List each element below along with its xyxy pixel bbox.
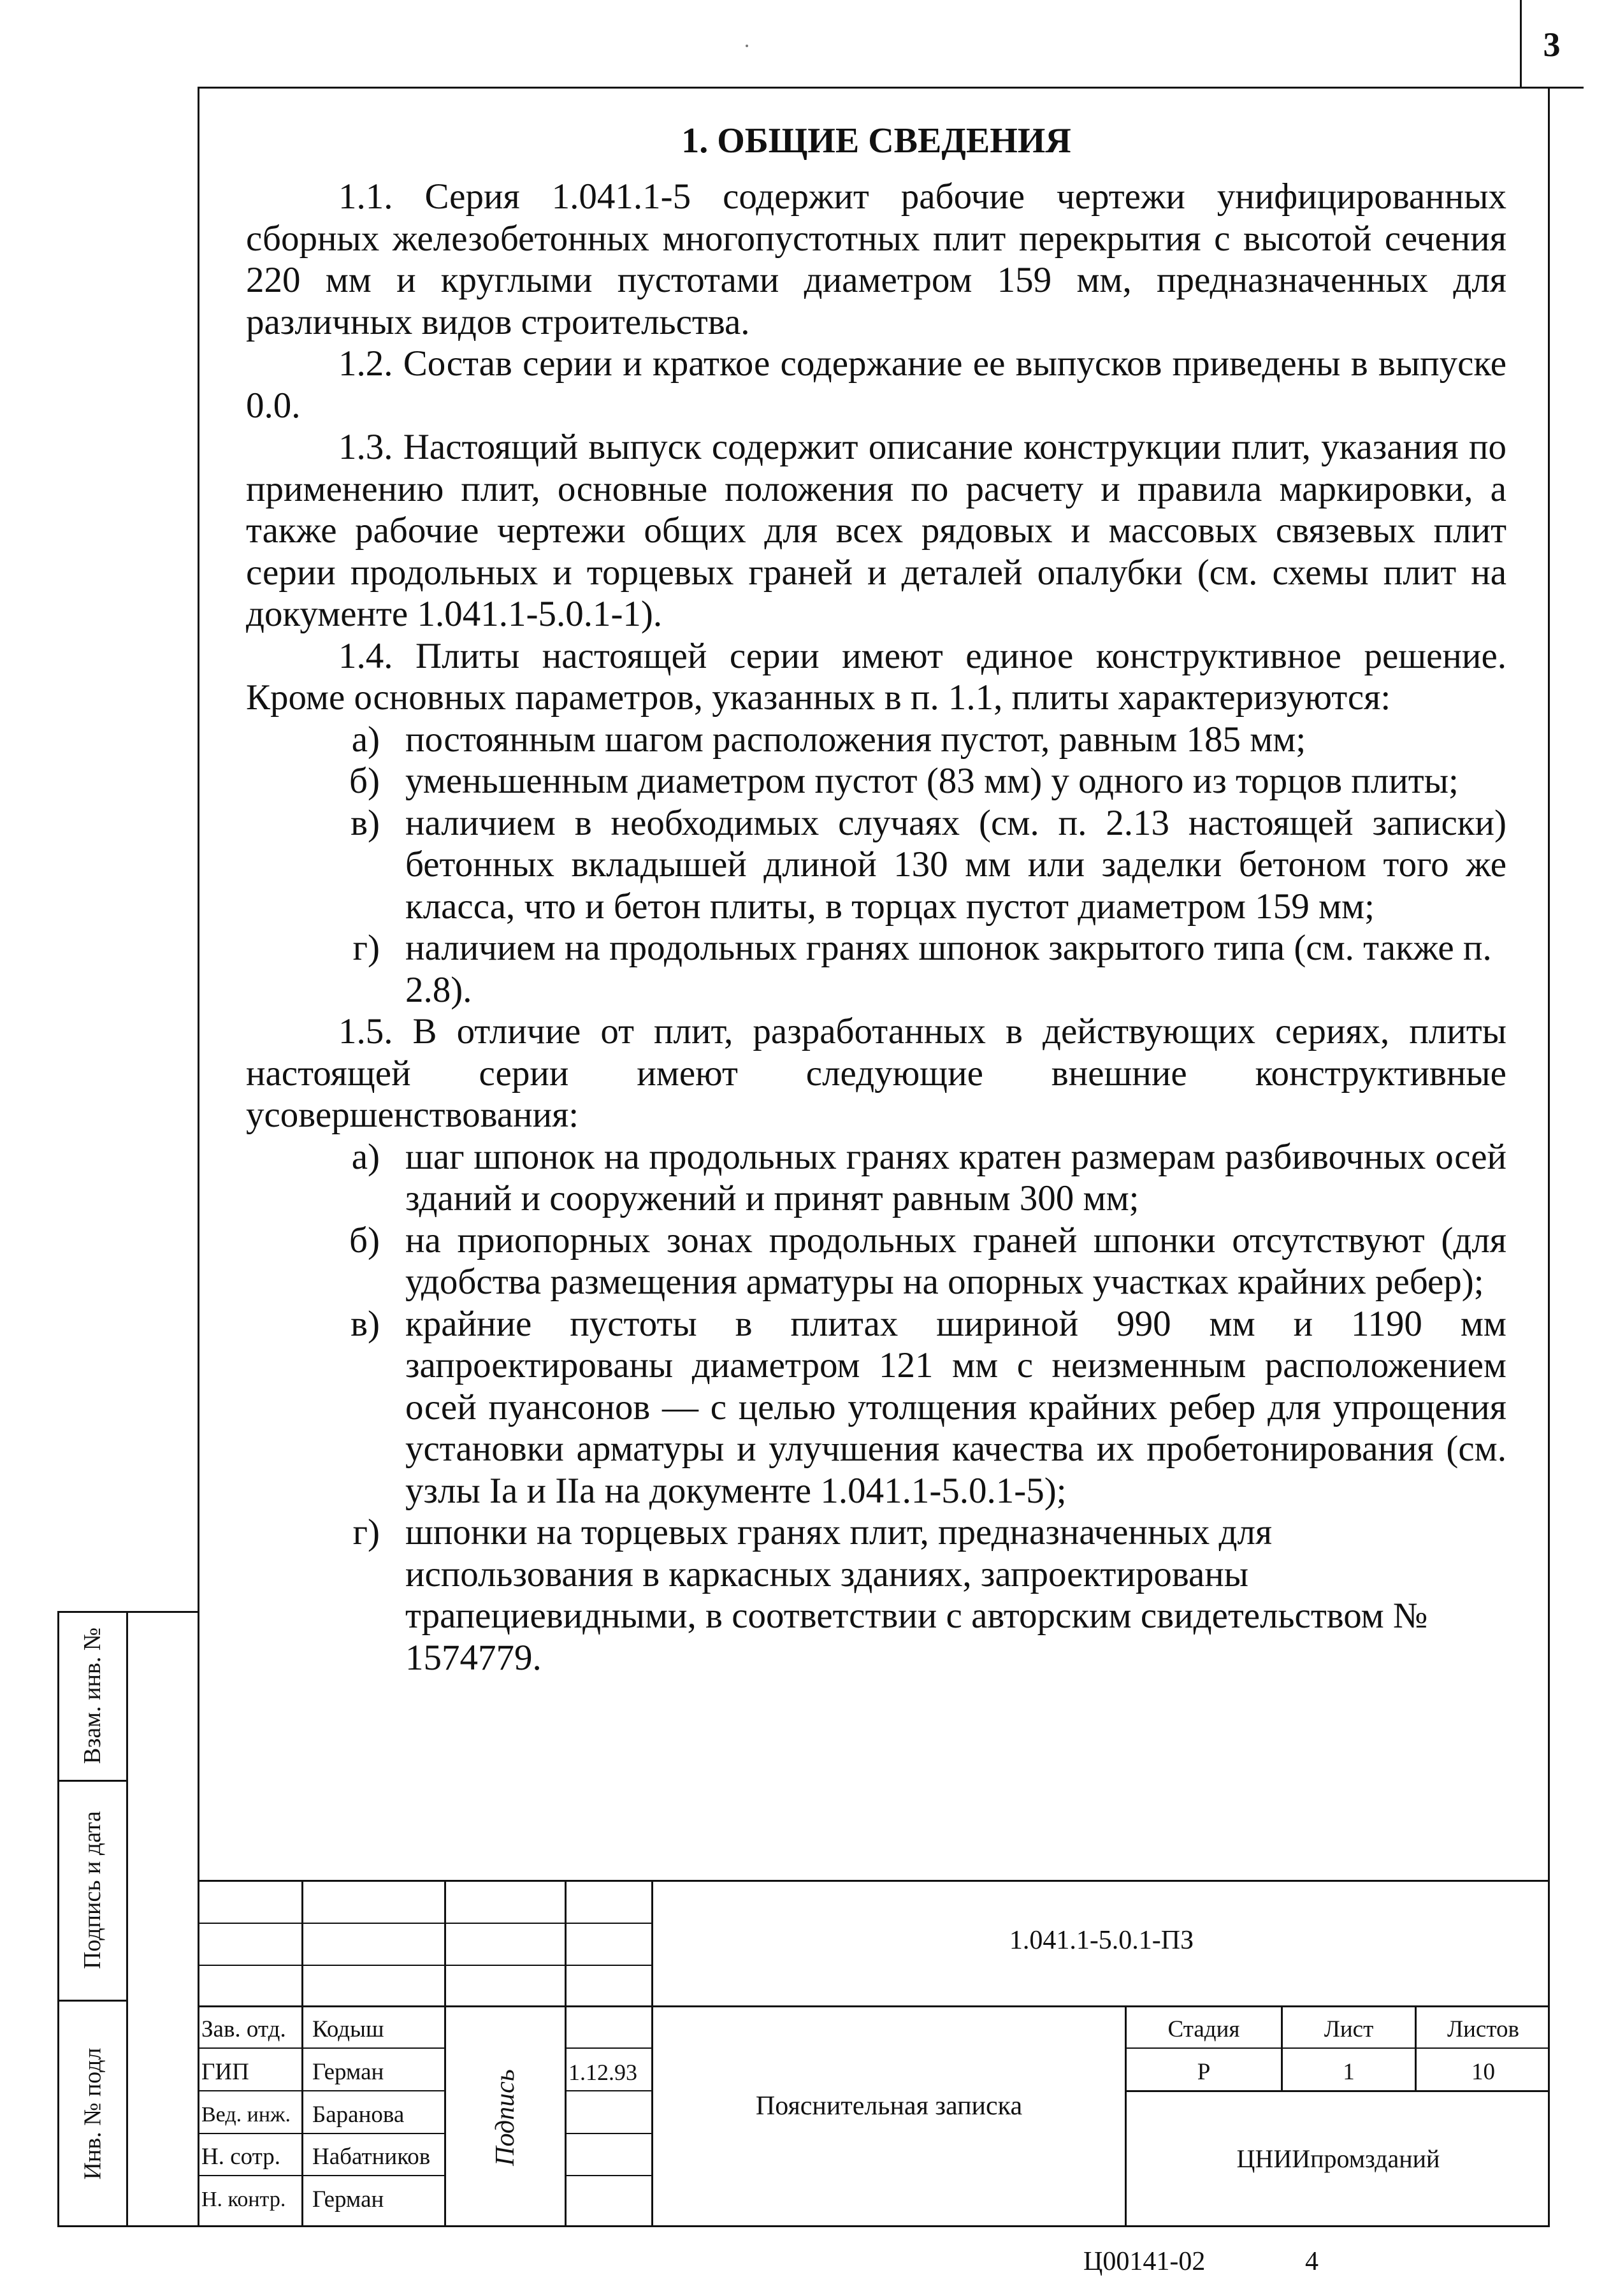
list-item	[246, 1220, 1506, 1303]
sheet-value: 1	[1343, 2059, 1355, 2085]
tb-line	[565, 2047, 652, 2049]
tb-line	[198, 1965, 652, 1966]
sheets-header: Листов	[1447, 2016, 1519, 2042]
tb-line	[565, 2133, 652, 2134]
role-label: Вед. инж.	[201, 2103, 291, 2126]
tb-line	[565, 2090, 652, 2091]
paragraph-1-3: 1.3. Настоящий выпуск содержит описание конструкции плит, указания по применению плит, основные положения по расчету и правила маркировки, а также рабочие чертежи общих для всех рядовых и массовых связевых плит серии продольных и торцевых граней и деталей опалубки (см. схемы плит на документе 1.041.1-5.0.1-1).	[246, 427, 1506, 634]
paragraph-1-5: 1.5. В отличие от плит, разработанных в действующих сериях, плиты настоящей серии имеют следующие внешние конструктивные усовершенствования:	[246, 1011, 1506, 1135]
role-label: Н. контр.	[201, 2188, 286, 2211]
stamp-inv-field	[57, 2000, 127, 2227]
list-marker: б)	[349, 1220, 380, 1260]
date-value: 1.12.93	[568, 2060, 637, 2085]
person-name: Герман	[312, 2186, 384, 2213]
list-marker: б)	[349, 761, 380, 801]
tb-line	[198, 2005, 1550, 2007]
list-text: уменьшенным диаметром пустот (83 мм) у одного из торцов плиты;	[405, 761, 1459, 801]
list-item	[246, 1512, 1506, 1679]
list-marker: в)	[350, 1303, 380, 1344]
person-name: Кодыш	[312, 2016, 384, 2042]
tb-line	[1125, 2047, 1550, 2049]
list-marker: г)	[352, 928, 380, 968]
stamp-vzam-label: Взам. инв. №	[79, 1627, 106, 1764]
left-margin-stamp	[57, 1611, 198, 2227]
list-item	[246, 927, 1506, 1011]
list-text: шпонки на торцевых гранях плит, предназначенных для использования в каркасных зданиях, запроектированы трапециевидными, в соответствии с авторским свидетельством № 1574779.	[405, 1512, 1428, 1678]
list-text: на приопорных зонах продольных граней шпонки отсутствуют (для удобства размещения арматуры на опорных участках крайних ребер);	[405, 1220, 1506, 1302]
organization-name: ЦНИИпромзданий	[1236, 2144, 1440, 2173]
sheets-value: 10	[1471, 2059, 1495, 2085]
list-text: крайние пустоты в плитах шириной 990 мм и 1190 мм запроектированы диаметром 121 мм с неизменным расположением осей пуансонов — с целью утолщения крайних ребер для упрощения установки арматуры и улучшения качества их пробетонирования (см. узлы Iа и IIа на документе 1.041.1-5.0.1-5);	[405, 1303, 1506, 1511]
paragraph-1-1: 1.1. Серия 1.041.1-5 содержит рабочие чертежи унифицированных сборных железобетонных многопустотных плит перекрытия с высотой сечения 220 мм и круглыми пустотами диаметром 159 мм, предназначенных для различных видов строительства.	[246, 177, 1506, 342]
list-item	[246, 802, 1506, 928]
person-name: Герман	[312, 2059, 384, 2085]
footer-number: 4	[1305, 2247, 1318, 2276]
list-item	[246, 760, 1506, 802]
stage-value: Р	[1197, 2059, 1211, 2085]
tb-line	[1125, 2090, 1550, 2092]
stamp-vzam-field	[57, 1611, 127, 1780]
tb-line	[565, 2175, 652, 2176]
scan-dot	[746, 45, 748, 47]
tb-line	[198, 1923, 319, 1924]
role-label: Зав. отд.	[201, 2016, 286, 2042]
list-text: шаг шпонок на продольных гранях кратен размерам разбивочных осей зданий и сооружений и принят равным 300 мм;	[405, 1136, 1506, 1218]
role-label: Н. сотр.	[201, 2144, 281, 2170]
footer-code: Ц00141-02	[1083, 2247, 1206, 2276]
list-text: наличием в необходимых случаях (см. п. 2.13 настоящей записки) бетонных вкладышей длиной 130 мм или заделки бетоном того же класса, что и бетон плиты, в торцах пустот диаметром 159 мм;	[405, 802, 1506, 927]
stamp-inv-label: Инв. № подл	[79, 2047, 106, 2180]
stamp-signature-date-field	[57, 1780, 127, 2000]
list-marker: в)	[350, 802, 380, 843]
paragraph-1-2: 1.2. Состав серии и краткое содержание ее выпусков приведены в выпуске 0.0.	[246, 343, 1506, 426]
list-marker: а)	[351, 719, 380, 760]
list-marker: г)	[352, 1512, 380, 1552]
signature-column	[446, 2007, 565, 2227]
list-item	[246, 1136, 1506, 1220]
signature-header: Подпись	[491, 2069, 520, 2166]
page-number: 3	[1543, 25, 1561, 64]
person-name: Баранова	[312, 2102, 405, 2128]
paragraph-1-4: 1.4. Плиты настоящей серии имеют единое конструктивное решение. Кроме основных параметров, указанных в п. 1.1, плиты характеризуются:	[246, 635, 1506, 718]
person-name: Набатников	[312, 2144, 431, 2170]
list-item	[246, 1303, 1506, 1512]
list-text: постоянным шагом расположения пустот, равным 185 мм;	[405, 719, 1306, 760]
document-name: Пояснительная записка	[755, 2091, 1023, 2121]
stage-header: Стадия	[1167, 2016, 1240, 2042]
section-title: 1. ОБЩИЕ СВЕДЕНИЯ	[681, 121, 1071, 161]
tb-line	[198, 1880, 1550, 1882]
stamp-signature-date-label: Подпись и дата	[79, 1810, 106, 1969]
document-designation: 1.041.1-5.0.1-ПЗ	[1009, 1926, 1194, 1955]
tb-line	[198, 2090, 446, 2091]
title-block	[198, 1880, 1550, 2227]
tb-line	[198, 2175, 446, 2176]
tb-line	[301, 1923, 652, 1924]
document-body	[246, 119, 1506, 1679]
list-item	[246, 719, 1506, 761]
list-text: наличием на продольных гранях шпонок закрытого типа (см. также п. 2.8).	[405, 928, 1492, 1010]
sheet-header: Лист	[1324, 2016, 1374, 2042]
page-number-border	[1520, 0, 1522, 88]
tb-line	[198, 2133, 446, 2134]
role-label: ГИП	[201, 2059, 249, 2085]
list-marker: а)	[351, 1136, 380, 1177]
tb-line	[198, 2047, 446, 2049]
